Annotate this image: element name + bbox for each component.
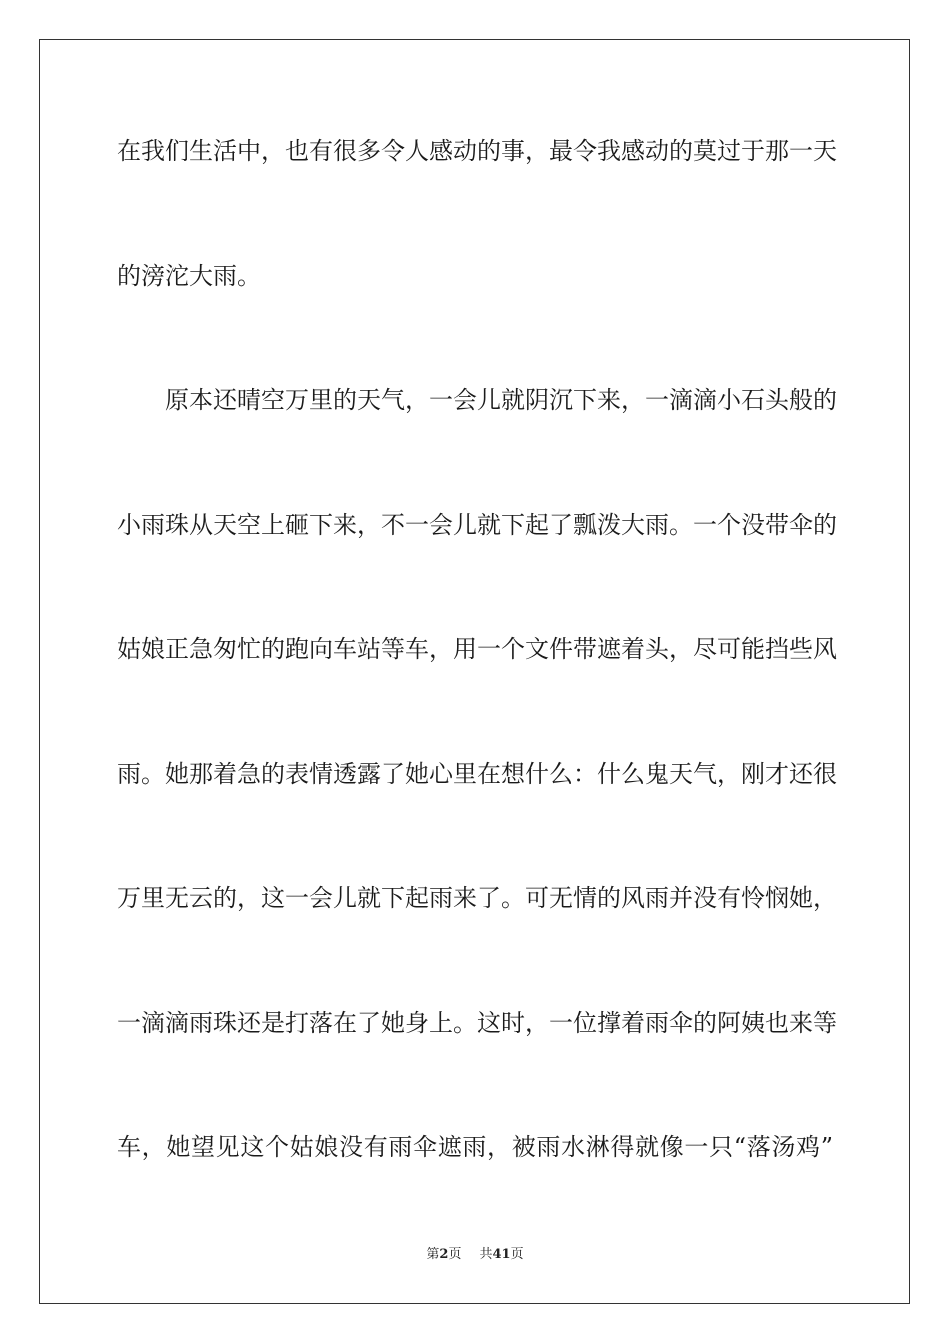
paragraph-line-5: 姑娘正急匆忙的跑向车站等车，用一个文件带遮着头，尽可能挡些风 [117,635,837,663]
paragraph-line-9: 车，她望见这个姑娘没有雨伞遮雨，被雨水淋得就像一只“落汤鸡” [117,1133,833,1161]
footer-total-prefix: 共 [479,1247,493,1262]
paragraph-line-1: 在我们生活中，也有很多令人感动的事，最令我感动的莫过于那一天 [117,137,837,165]
footer-page-prefix: 第 [426,1247,440,1262]
paragraph-line-4: 小雨珠从天空上砸下来，不一会儿就下起了瓢泼大雨。一个没带伞的 [117,511,837,539]
footer-page-number: 2 [439,1247,449,1262]
paragraph-line-2: 的滂沱大雨。 [117,262,261,290]
paragraph-line-8: 一滴滴雨珠还是打落在了她身上。这时，一位撑着雨伞的阿姨也来等 [117,1009,837,1037]
footer-page-suffix: 页 [448,1247,462,1262]
paragraph-line-6: 雨。她那着急的表情透露了她心里在想什么：什么鬼天气，刚才还很 [117,760,837,788]
footer-total-suffix: 页 [510,1247,524,1262]
paragraph-line-3: 原本还晴空万里的天气，一会儿就阴沉下来，一滴滴小石头般的 [165,386,837,414]
page-border [39,39,910,1304]
page-footer [0,1246,950,1264]
footer-total-pages: 41 [492,1247,511,1262]
paragraph-line-7: 万里无云的，这一会儿就下起雨来了。可无情的风雨并没有怜悯她， [117,884,837,912]
